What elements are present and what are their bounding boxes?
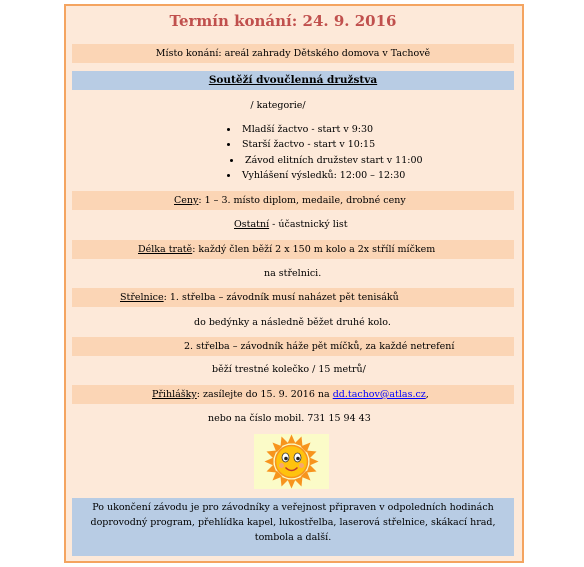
track-label: Délka tratě [138, 244, 193, 255]
shooting-line-2: do bedýnky a následně běžet druhé kolo. [194, 317, 391, 328]
competition-heading [72, 71, 514, 90]
other-label: Ostatní [234, 219, 270, 230]
shooting-line: Střelnice: 1. střelba – závodník musí naházet pět tenisáků [72, 288, 514, 307]
other-line: Ostatní - účastnický list [234, 219, 348, 230]
category-label: / kategorie/ [250, 100, 306, 111]
bullet-icon [227, 128, 230, 131]
list-item: Závod elitních družstev start v 11:00 [230, 153, 423, 169]
list-item: Starší žactvo - start v 10:15 [227, 137, 375, 153]
registration-line: Přihlášky: zasílejte do 15. 9. 2016 na dd.tachov@atlas.cz, [72, 385, 514, 404]
list-item: Mladší žactvo - start v 9:30 [227, 122, 373, 138]
track-line: Délka tratě: každý člen běží 2 x 150 m kolo a 2x střílí míčkem [72, 240, 514, 259]
bullet-icon [227, 143, 230, 146]
bullet-icon [227, 174, 230, 177]
footer-program-note: Po ukončení závodu je pro závodníky a veřejnost připraven v odpoledních hodinách doprovodný program, přehlídka kapel, lukostřelba, laserová střelnice, skákací hrad, tombola a další. [72, 498, 514, 556]
smiling-sun-icon [254, 434, 329, 489]
registration-label: Přihlášky [152, 389, 197, 400]
registration-line-2: nebo na číslo mobil. 731 15 94 43 [208, 413, 371, 424]
page-title: Termín konání: 24. 9. 2016 [169, 12, 397, 30]
shooting-line-3: 2. střelba – závodník háže pět míčků, za každé netrefení [72, 337, 514, 356]
prizes-label: Ceny [174, 195, 199, 206]
track-line-2: na střelnici. [264, 268, 322, 279]
shooting-label: Střelnice [120, 292, 164, 303]
shooting-line-4: běží trestné kolečko / 15 metrů/ [212, 364, 366, 375]
list-item: Vyhlášení výsledků: 12:00 – 12:30 [227, 168, 405, 184]
email-link[interactable]: dd.tachov@atlas.cz [332, 389, 426, 400]
bullet-icon [230, 159, 233, 162]
prizes-line: Ceny: 1 – 3. místo diplom, medaile, drobné ceny [72, 191, 514, 210]
venue-line: Místo konání: areál zahrady Dětského domova v Tachově [72, 44, 514, 63]
competition-heading-text: Soutěží dvoučlenná družstva [208, 74, 378, 86]
